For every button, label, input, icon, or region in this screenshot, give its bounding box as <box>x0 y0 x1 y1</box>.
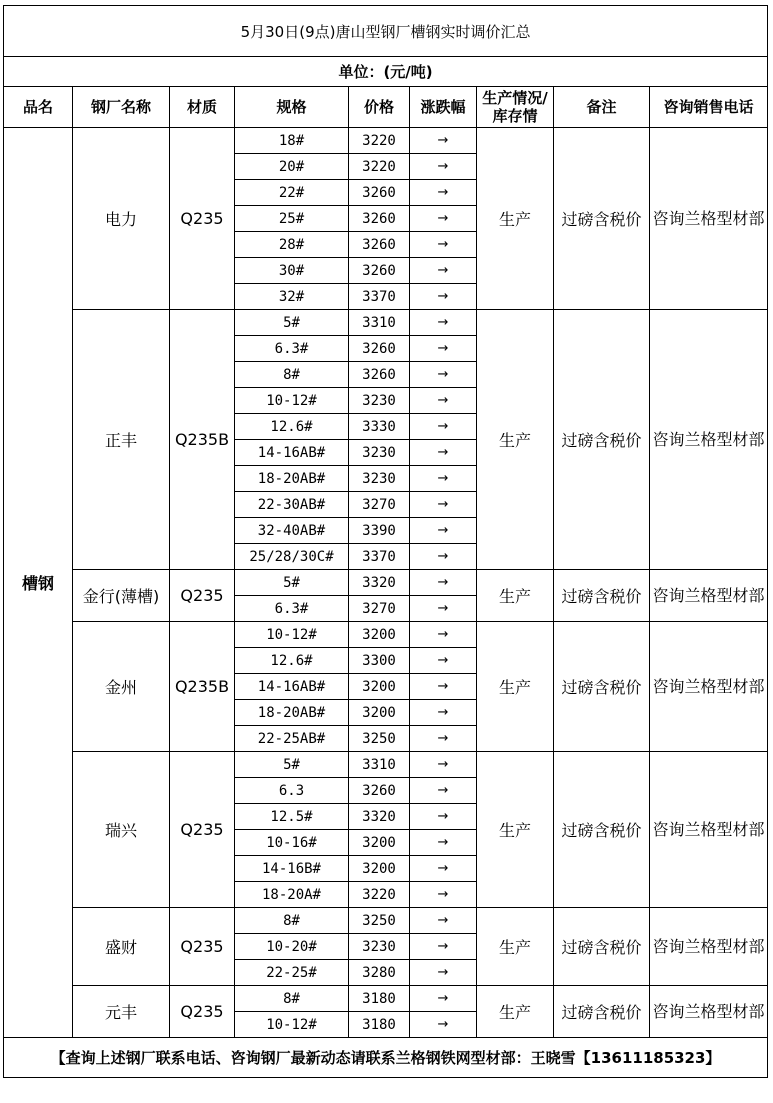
table-row <box>4 128 768 154</box>
material-cell: Q235 <box>170 570 235 622</box>
spec-cell: 8# <box>235 908 349 934</box>
change-arrow-icon: → <box>410 518 477 544</box>
header-mill: 钢厂名称 <box>73 87 170 128</box>
header-note: 备注 <box>554 87 650 128</box>
status-cell: 生产 <box>477 622 554 752</box>
price-cell: 3200 <box>349 622 410 648</box>
change-arrow-icon: → <box>410 934 477 960</box>
change-arrow-icon: → <box>410 544 477 570</box>
change-arrow-icon: → <box>410 700 477 726</box>
price-cell: 3310 <box>349 310 410 336</box>
change-arrow-icon: → <box>410 596 477 622</box>
change-arrow-icon: → <box>410 986 477 1012</box>
header-product: 品名 <box>4 87 73 128</box>
spec-cell: 6.3 <box>235 778 349 804</box>
material-cell: Q235B <box>170 310 235 570</box>
spec-cell: 5# <box>235 752 349 778</box>
material-cell: Q235 <box>170 908 235 986</box>
header-change: 涨跌幅 <box>410 87 477 128</box>
spec-cell: 14-16AB# <box>235 440 349 466</box>
spec-cell: 18# <box>235 128 349 154</box>
change-arrow-icon: → <box>410 258 477 284</box>
price-cell: 3320 <box>349 570 410 596</box>
header-contact: 咨询销售电话 <box>650 87 768 128</box>
change-arrow-icon: → <box>410 726 477 752</box>
price-cell: 3390 <box>349 518 410 544</box>
material-cell: Q235 <box>170 986 235 1038</box>
status-cell: 生产 <box>477 908 554 986</box>
spec-cell: 22-25# <box>235 960 349 986</box>
change-arrow-icon: → <box>410 206 477 232</box>
spec-cell: 10-16# <box>235 830 349 856</box>
change-arrow-icon: → <box>410 570 477 596</box>
price-cell: 3200 <box>349 856 410 882</box>
contact-cell: 咨询兰格型材部 <box>650 310 768 570</box>
spec-cell: 32-40AB# <box>235 518 349 544</box>
change-arrow-icon: → <box>410 466 477 492</box>
spec-cell: 18-20AB# <box>235 700 349 726</box>
mill-name-cell: 元丰 <box>73 986 170 1038</box>
price-cell: 3200 <box>349 674 410 700</box>
price-cell: 3320 <box>349 804 410 830</box>
price-cell: 3230 <box>349 466 410 492</box>
price-cell: 3200 <box>349 700 410 726</box>
change-arrow-icon: → <box>410 648 477 674</box>
spec-cell: 10-12# <box>235 388 349 414</box>
price-cell: 3260 <box>349 180 410 206</box>
price-cell: 3220 <box>349 154 410 180</box>
note-cell: 过磅含税价 <box>554 908 650 986</box>
price-cell: 3260 <box>349 362 410 388</box>
mill-name-cell: 盛财 <box>73 908 170 986</box>
price-cell: 3260 <box>349 206 410 232</box>
change-arrow-icon: → <box>410 128 477 154</box>
price-cell: 3180 <box>349 1012 410 1038</box>
spec-cell: 25/28/30C# <box>235 544 349 570</box>
material-cell: Q235 <box>170 752 235 908</box>
contact-cell: 咨询兰格型材部 <box>650 622 768 752</box>
note-cell: 过磅含税价 <box>554 986 650 1038</box>
spec-cell: 14-16AB# <box>235 674 349 700</box>
change-arrow-icon: → <box>410 154 477 180</box>
status-cell: 生产 <box>477 310 554 570</box>
status-cell: 生产 <box>477 986 554 1038</box>
price-cell: 3230 <box>349 388 410 414</box>
spec-cell: 10-20# <box>235 934 349 960</box>
spec-cell: 18-20AB# <box>235 466 349 492</box>
price-cell: 3260 <box>349 258 410 284</box>
change-arrow-icon: → <box>410 336 477 362</box>
spec-cell: 18-20A# <box>235 882 349 908</box>
price-cell: 3220 <box>349 882 410 908</box>
price-cell: 3230 <box>349 440 410 466</box>
note-cell: 过磅含税价 <box>554 310 650 570</box>
table-row <box>4 310 768 336</box>
change-arrow-icon: → <box>410 882 477 908</box>
contact-cell: 咨询兰格型材部 <box>650 986 768 1038</box>
table-row <box>4 908 768 934</box>
change-arrow-icon: → <box>410 674 477 700</box>
header-status: 生产情况/库存情 <box>477 87 554 128</box>
mill-name-cell: 金行(薄槽) <box>73 570 170 622</box>
footer-row <box>4 1038 768 1078</box>
spec-cell: 12.5# <box>235 804 349 830</box>
note-cell: 过磅含税价 <box>554 128 650 310</box>
header-price: 价格 <box>349 87 410 128</box>
change-arrow-icon: → <box>410 362 477 388</box>
spec-cell: 22-30AB# <box>235 492 349 518</box>
spec-cell: 25# <box>235 206 349 232</box>
price-cell: 3330 <box>349 414 410 440</box>
change-arrow-icon: → <box>410 804 477 830</box>
change-arrow-icon: → <box>410 856 477 882</box>
price-table <box>3 5 768 1078</box>
mill-name-cell: 正丰 <box>73 310 170 570</box>
change-arrow-icon: → <box>410 1012 477 1038</box>
change-arrow-icon: → <box>410 414 477 440</box>
spec-cell: 8# <box>235 362 349 388</box>
change-arrow-icon: → <box>410 908 477 934</box>
mill-name-cell: 电力 <box>73 128 170 310</box>
price-cell: 3220 <box>349 128 410 154</box>
price-cell: 3260 <box>349 778 410 804</box>
unit-label: 单位：(元/吨) <box>4 57 768 87</box>
change-arrow-icon: → <box>410 284 477 310</box>
product-name-cell: 槽钢 <box>4 128 73 1038</box>
price-cell: 3270 <box>349 492 410 518</box>
header-material: 材质 <box>170 87 235 128</box>
change-arrow-icon: → <box>410 752 477 778</box>
spec-cell: 10-12# <box>235 1012 349 1038</box>
change-arrow-icon: → <box>410 492 477 518</box>
change-arrow-icon: → <box>410 388 477 414</box>
spec-cell: 5# <box>235 570 349 596</box>
spec-cell: 5# <box>235 310 349 336</box>
spec-cell: 22-25AB# <box>235 726 349 752</box>
change-arrow-icon: → <box>410 778 477 804</box>
price-cell: 3250 <box>349 726 410 752</box>
change-arrow-icon: → <box>410 830 477 856</box>
spec-cell: 22# <box>235 180 349 206</box>
contact-cell: 咨询兰格型材部 <box>650 908 768 986</box>
contact-cell: 咨询兰格型材部 <box>650 570 768 622</box>
mill-name-cell: 瑞兴 <box>73 752 170 908</box>
spec-cell: 6.3# <box>235 336 349 362</box>
change-arrow-icon: → <box>410 960 477 986</box>
spec-cell: 8# <box>235 986 349 1012</box>
note-cell: 过磅含税价 <box>554 622 650 752</box>
price-cell: 3260 <box>349 336 410 362</box>
change-arrow-icon: → <box>410 180 477 206</box>
change-arrow-icon: → <box>410 232 477 258</box>
note-cell: 过磅含税价 <box>554 752 650 908</box>
change-arrow-icon: → <box>410 622 477 648</box>
table-row <box>4 622 768 648</box>
price-cell: 3370 <box>349 284 410 310</box>
material-cell: Q235B <box>170 622 235 752</box>
header-spec: 规格 <box>235 87 349 128</box>
change-arrow-icon: → <box>410 310 477 336</box>
spec-cell: 30# <box>235 258 349 284</box>
spec-cell: 10-12# <box>235 622 349 648</box>
mill-name-cell: 金州 <box>73 622 170 752</box>
price-cell: 3250 <box>349 908 410 934</box>
price-cell: 3310 <box>349 752 410 778</box>
contact-cell: 咨询兰格型材部 <box>650 128 768 310</box>
spec-cell: 20# <box>235 154 349 180</box>
spec-cell: 32# <box>235 284 349 310</box>
price-cell: 3260 <box>349 232 410 258</box>
status-cell: 生产 <box>477 128 554 310</box>
price-cell: 3200 <box>349 830 410 856</box>
price-cell: 3370 <box>349 544 410 570</box>
spec-cell: 12.6# <box>235 648 349 674</box>
change-arrow-icon: → <box>410 440 477 466</box>
table-row <box>4 752 768 778</box>
spec-cell: 28# <box>235 232 349 258</box>
price-cell: 3280 <box>349 960 410 986</box>
page-title: 5月30日(9点)唐山型钢厂槽钢实时调价汇总 <box>4 6 768 57</box>
price-cell: 3300 <box>349 648 410 674</box>
note-cell: 过磅含税价 <box>554 570 650 622</box>
spec-cell: 6.3# <box>235 596 349 622</box>
price-cell: 3230 <box>349 934 410 960</box>
table-row <box>4 986 768 1012</box>
contact-cell: 咨询兰格型材部 <box>650 752 768 908</box>
status-cell: 生产 <box>477 570 554 622</box>
price-cell: 3180 <box>349 986 410 1012</box>
material-cell: Q235 <box>170 128 235 310</box>
status-cell: 生产 <box>477 752 554 908</box>
table-row <box>4 570 768 596</box>
footer-contact-note: 【查询上述钢厂联系电话、咨询钢厂最新动态请联系兰格钢铁网型材部：王晓雪【13611185323】 <box>4 1038 768 1078</box>
price-cell: 3270 <box>349 596 410 622</box>
spec-cell: 12.6# <box>235 414 349 440</box>
spec-cell: 14-16B# <box>235 856 349 882</box>
